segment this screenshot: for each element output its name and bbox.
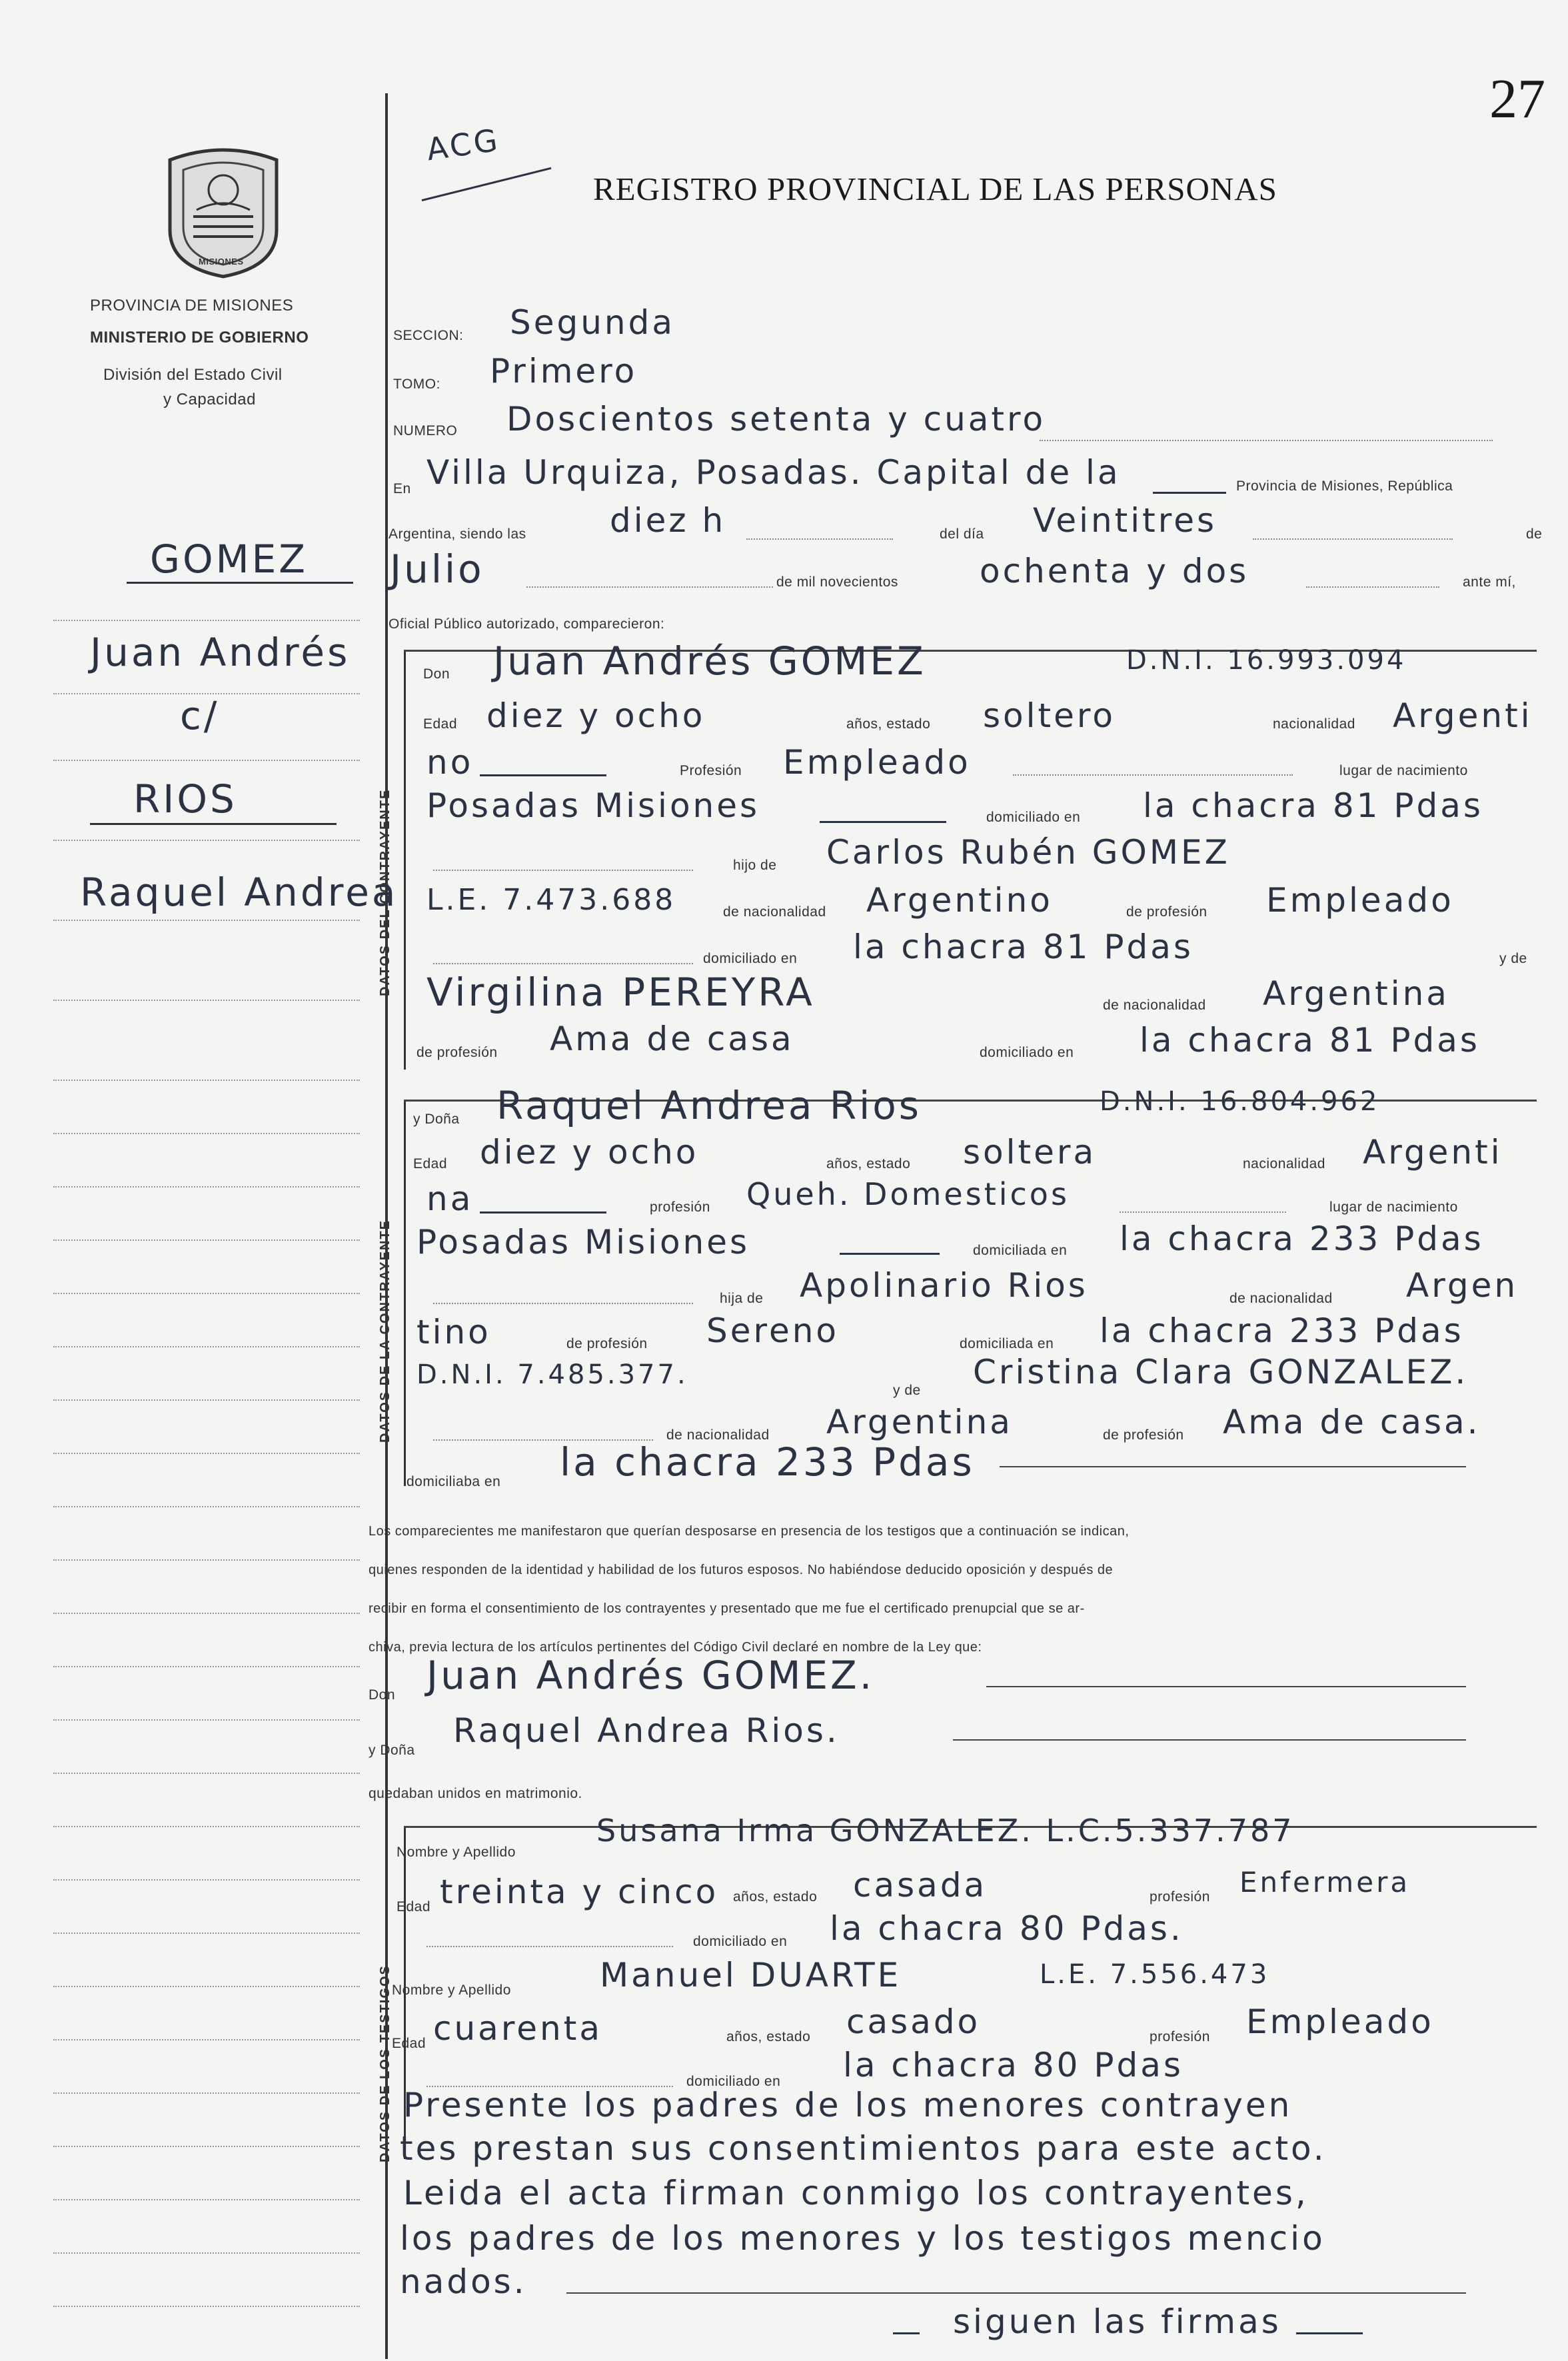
c1-lugar-nac-label: lugar de nacimiento [1339,763,1468,778]
c2-madre-prof: Ama de casa. [1223,1403,1481,1441]
t1-edad: treinta y cinco [440,1873,719,1911]
t2-edad: cuarenta [433,2009,602,2048]
page-number: 27 [1489,68,1545,130]
c1-hijo-label: hijo de [733,858,777,873]
oficial-label: Oficial Público autorizado, comparecieron: [389,616,665,632]
c1-padre-prof-label: de profesión [1126,904,1207,920]
c2-padre: Apolinario Rios [800,1266,1088,1305]
declaration-line-4: chiva, previa lectura de los artículos pertinentes del Código Civil declaré en nombre de la Ley que: [369,1640,982,1655]
t1-estado-label: años, estado [733,1889,818,1905]
seal-label: MISIONES [199,257,244,267]
lugar-value: Villa Urquiza, Posadas. Capital de la [426,453,1121,492]
c2-padre-nac-1: Argen [1406,1266,1519,1305]
initials: ACG [424,121,502,168]
contrayente-2-label: DATOS DE LA CONTRAYENTE [378,1219,392,1443]
margin-surname-2-underline [90,823,337,825]
c2-profesion: Queh. Domesticos [746,1176,1070,1212]
c2-padre-prof-label: de profesión [566,1336,648,1351]
decl-don-rule [986,1686,1466,1687]
c2-profesion-rule [1120,1211,1286,1213]
t2-doc: L.E. 7.556.473 [1040,1959,1270,1990]
argentina-label: Argentina, siendo las [389,526,526,542]
c1-padre: Carlos Rubén GOMEZ [826,833,1230,872]
t1-profesion-label: profesión [1150,1889,1210,1905]
t1-domicilio: la chacra 80 Pdas. [830,1909,1183,1948]
t2-profesion: Empleado [1246,2002,1434,2041]
c2-padre-nac-label: de nacionalidad [1229,1291,1333,1306]
c2-nombre: Raquel Andrea Rios [496,1083,922,1128]
ante-label: ante mí, [1463,574,1516,590]
c2-madre-dom-rule [1000,1466,1466,1467]
contrayente-1-bracket [404,650,406,1070]
t2-nombre-label: Nombre y Apellido [392,1982,511,1998]
contrayente-2-bracket [404,1100,406,1486]
c2-dona-label: y Doña [413,1112,460,1127]
margin-surname-2: RIOS [133,776,237,822]
ministry-name: MINISTERIO DE GOBIERNO [90,329,309,347]
t2-profesion-label: profesión [1150,2029,1210,2044]
c1-madre-nac: Argentina [1263,974,1449,1013]
t1-domicilio-label: domiciliado en [693,1934,788,1949]
t2-nombre: Manuel DUARTE [600,1956,902,1994]
seccion-value: Segunda [510,303,675,342]
c1-madre-prof-label: de profesión [416,1045,498,1060]
declaration-line-1: Los comparecientes me manifestaron que querían desposarse en presencia de los testigos que a continuación se indican, [369,1524,1130,1539]
notes-line-3: Leida el acta firman conmigo los contrayentes, [403,2174,1309,2212]
t1-nombre-label: Nombre y Apellido [396,1845,516,1860]
c1-madre-prof: Ama de casa [550,1020,794,1058]
t2-estado: casado [846,2002,981,2041]
t2-estado-label: años, estado [726,2029,811,2044]
dia-value: Veintitres [1033,501,1217,540]
c2-lugar-nac: Posadas Misiones [416,1223,750,1261]
c2-padre-dom-label: domiciliada en [960,1336,1054,1351]
c1-don-label: Don [423,666,450,682]
c2-padre-prof: Sereno [706,1311,839,1350]
c2-hija-rule [433,1303,693,1304]
c2-madre-nac-label: de nacionalidad [666,1427,770,1443]
c2-lugar-dash [840,1253,940,1255]
tomo-label: TOMO: [393,377,440,392]
c2-domicilio-label: domiciliada en [973,1243,1068,1258]
c2-nacionalidad-1: Argenti [1363,1133,1503,1172]
t1-estado: casada [853,1866,988,1905]
c1-domicilio: la chacra 81 Pdas [1143,786,1483,825]
decl-dona: Raquel Andrea Rios. [453,1711,840,1750]
c1-estado-label: años, estado [846,716,931,732]
provincia-label: Provincia de Misiones, República [1236,478,1453,494]
margin-name-2: Raquel Andrea [80,870,398,915]
c1-padre-nac: Argentino [866,881,1053,920]
c1-domicilio-label: domiciliado en [986,810,1081,825]
de-label: de [1526,526,1543,542]
province-name: PROVINCIA DE MISIONES [90,297,294,315]
c2-y-de-label: y de [893,1383,921,1398]
numero-value: Doscientos setenta y cuatro [506,400,1046,438]
c1-nombre: Juan Andrés GOMEZ [493,638,926,684]
seccion-label: SECCION: [393,328,464,343]
c1-y-de-label: y de [1499,951,1527,966]
c1-profesion-rule [1013,774,1293,776]
hora-value: diez h [610,501,726,540]
c2-padre-dom: la chacra 233 Pdas [1100,1311,1464,1350]
c1-doc: D.N.I. 16.993.094 [1126,645,1407,676]
c2-estado: soltera [963,1133,1097,1172]
mil-label: de mil novecientos [776,574,898,590]
c2-profesion-label: profesión [650,1199,710,1215]
t2-domicilio: la chacra 80 Pdas [843,2046,1183,2084]
mes-value: Julio [390,546,484,592]
t1-domicilio-rule [426,1946,673,1947]
lugar-dash [1153,492,1226,494]
dia-rule [1253,538,1453,540]
tomo-value: Primero [490,352,638,391]
c2-madre-prof-label: de profesión [1103,1427,1184,1443]
c1-edad: diez y ocho [486,696,706,735]
t1-edad-label: Edad [396,1899,431,1915]
c1-madre-dom: la chacra 81 Pdas [1140,1021,1480,1060]
signature-dash-left [893,2332,920,2334]
c2-nac-dash [480,1211,606,1213]
initials-underline [422,167,552,201]
c2-nacionalidad-label: nacionalidad [1243,1156,1325,1172]
anio-value: ochenta y dos [980,552,1249,590]
document-title: REGISTRO PROVINCIAL DE LAS PERSONAS [593,171,1277,207]
c1-nacionalidad-label: nacionalidad [1273,716,1355,732]
c1-nacionalidad-2: no [426,743,474,782]
c1-edad-label: Edad [423,716,458,732]
decl-don-label: Don [369,1687,396,1703]
c2-doc: D.N.I. 16.804.962 [1100,1086,1380,1117]
c2-hija-label: hija de [720,1291,764,1306]
c1-nac-dash [480,774,606,776]
c1-padre-dom: la chacra 81 Pdas [853,928,1193,966]
c2-madre-dom: la chacra 233 Pdas [560,1439,975,1485]
numero-rule [1040,440,1493,441]
decl-dona-label: y Doña [369,1743,415,1758]
notes-line-5: nados. [400,2262,527,2301]
notes-line-4: los padres de los menores y los testigos mencio [400,2219,1325,2258]
contrayente-1-label: DATOS DEL CONTRAYENTE [378,788,392,996]
declaration-line-2: quienes responden de la identidad y habilidad de los futuros esposos. No habiéndose deducido oposición y después de [369,1563,1114,1577]
margin-name-1: Juan Andrés [90,630,351,675]
c2-madre: Cristina Clara GONZALEZ. [973,1353,1469,1391]
c1-madre-nac-label: de nacionalidad [1103,998,1206,1013]
signature-dash-right [1296,2332,1363,2334]
t1-profesion: Enfermera [1239,1866,1411,1899]
c1-padre-doc: L.E. 7.473.688 [426,883,676,917]
c1-padre-dom-label: domiciliado en [703,951,798,966]
c1-lugar-dash [820,821,946,823]
division-line-1: División del Estado Civil [103,366,283,384]
c2-madre-nac: Argentina [826,1403,1013,1441]
c1-profesion-label: Profesión [680,763,742,778]
c1-padre-nac-label: de nacionalidad [723,904,826,920]
c2-nacionalidad-2: na [426,1180,474,1218]
c1-padre-dom-rule [433,963,693,964]
anio-rule [1306,586,1439,588]
c1-padre-prof: Empleado [1266,881,1454,920]
notes-line-1: Presente los padres de los menores contrayen [403,2086,1293,2124]
c1-hijo-rule [433,870,693,871]
division-line-2: y Capacidad [163,391,256,408]
c1-madre-dom-label: domiciliado en [980,1045,1074,1060]
numero-label: NUMERO [393,423,458,438]
decl-closing: quedaban unidos en matrimonio. [369,1786,582,1801]
c1-nacionalidad-1: Argenti [1393,696,1533,735]
signature-note: siguen las firmas [953,2302,1281,2341]
c2-lugar-nac-label: lugar de nacimiento [1329,1199,1458,1215]
c2-edad-label: Edad [413,1156,448,1172]
c1-lugar-nac: Posadas Misiones [426,786,760,825]
c2-estado-label: años, estado [826,1156,911,1172]
c1-profesion: Empleado [783,743,971,782]
decl-don: Juan Andrés GOMEZ. [426,1653,875,1698]
c2-padre-doc: D.N.I. 7.485.377. [416,1359,688,1390]
c2-domicilio: la chacra 233 Pdas [1120,1219,1484,1258]
t1-nombre: Susana Irma GONZALEZ. L.C.5.337.787 [596,1813,1295,1849]
del-dia-label: del día [940,526,984,542]
t2-domicilio-label: domiciliado en [686,2074,781,2089]
c2-padre-nac-2: tino [416,1313,491,1351]
mes-rule [526,586,773,588]
margin-surname-1-underline [127,582,353,584]
declaration-line-3: recibir en forma el consentimiento de los contrayentes y presentado que me fue el certificado prenupcial que se ar- [369,1601,1085,1616]
c2-madre-dom-label: domiciliaba en [406,1474,501,1489]
en-label: En [393,481,411,496]
testigos-label: DATOS DE LOS TESTIGOS [378,1965,392,2162]
c2-edad: diez y ocho [480,1133,699,1172]
decl-dona-rule [953,1739,1466,1741]
margin-surname-1: GOMEZ [150,536,309,582]
c1-madre: Virgilina PEREYRA [426,970,815,1015]
c1-estado: soltero [983,696,1116,735]
notes-end-rule [566,2292,1466,2294]
notes-line-2: tes prestan sus consentimientos para este acto. [400,2129,1327,2168]
margin-connector: c/ [180,693,220,738]
hora-rule [746,538,893,540]
t2-edad-label: Edad [392,2036,426,2051]
